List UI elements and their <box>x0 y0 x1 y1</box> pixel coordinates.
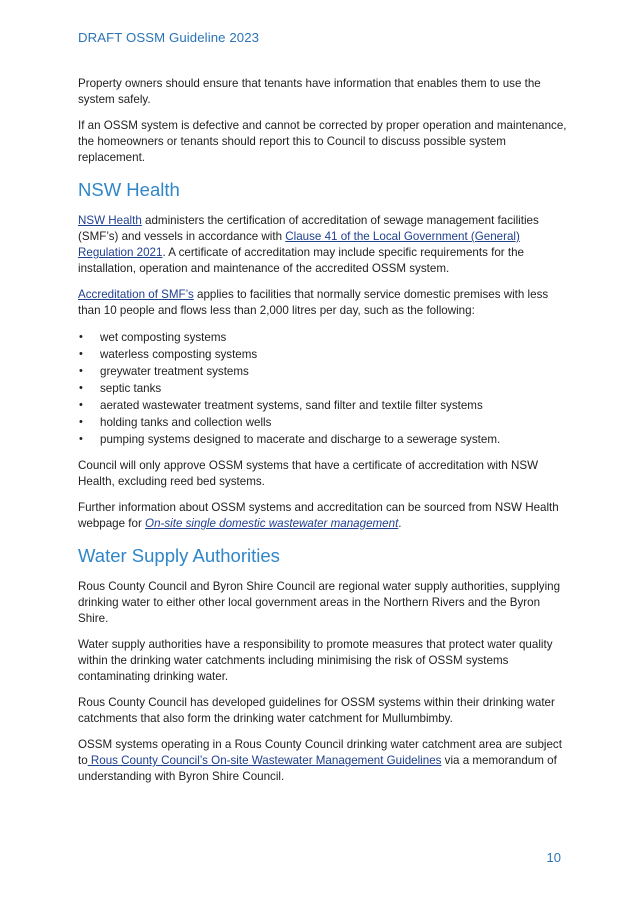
page-number: 10 <box>546 850 561 865</box>
nsw-health-paragraph-3: Council will only approve OSSM systems that have a certificate of accreditation with NSW Health, excluding reed bed systems. <box>78 459 539 488</box>
list-item <box>78 397 568 414</box>
accreditation-smf-link[interactable]: Accreditation of SMF’s <box>78 288 194 301</box>
nsw-health-p1-text-2: . A certificate of accreditation may include specific requirements for the installation, operation and maintenance of the accredited OSSM system. <box>78 246 524 275</box>
bullet-icon: • <box>79 365 83 377</box>
clause-41-regulation-link[interactable]: Clause 41 of the Local Government (General) Regulation 2021 <box>78 230 520 259</box>
onsite-wastewater-link[interactable]: On-site single domestic wastewater management <box>145 517 399 530</box>
list-item <box>78 329 568 346</box>
bullet-icon: • <box>79 348 83 360</box>
page-header: DRAFT OSSM Guideline 2023 <box>78 30 260 45</box>
list-item-text: septic tanks <box>100 382 162 395</box>
bullet-icon: • <box>79 433 83 445</box>
page-content <box>78 76 568 795</box>
list-item-text: aerated wastewater treatment systems, sand filter and textile filter systems <box>100 399 483 412</box>
bullet-icon: • <box>79 382 83 394</box>
bullet-icon: • <box>79 399 83 411</box>
nsw-health-paragraph-2 <box>78 287 568 319</box>
bullet-icon: • <box>79 416 83 428</box>
rous-guidelines-link[interactable]: Rous County Council’s On-site Wastewater Management Guidelines <box>87 754 442 767</box>
water-supply-paragraph-4 <box>78 737 568 785</box>
list-item <box>78 431 568 448</box>
list-item-text: waterless composting systems <box>100 348 258 361</box>
list-item <box>78 414 568 431</box>
water-supply-paragraph-2: Water supply authorities have a responsibility to promote measures that protect water quality within the drinking water catchments including minimising the risk of OSSM systems contaminating drinking water. <box>78 638 553 683</box>
smf-types-list <box>78 329 568 448</box>
bullet-icon: • <box>79 331 83 343</box>
list-item <box>78 363 568 380</box>
list-item-text: wet composting systems <box>100 331 227 344</box>
list-item <box>78 346 568 363</box>
water-supply-heading: Water Supply Authorities <box>78 545 280 566</box>
intro-paragraph-1: Property owners should ensure that tenants have information that enables them to use the system safely. <box>78 77 541 106</box>
nsw-health-heading: NSW Health <box>78 179 180 200</box>
nsw-health-link[interactable]: NSW Health <box>78 214 142 227</box>
nsw-health-p1-text-1: administers the certification of accreditation of sewage management facilities (SMF’s) and vessels in accordance with <box>78 214 539 243</box>
nsw-health-paragraph-4 <box>78 500 568 532</box>
list-item <box>78 380 568 397</box>
water-supply-paragraph-3: Rous County Council has developed guidelines for OSSM systems within their drinking water catchments that also form the drinking water catchment for Mullumbimby. <box>78 696 555 725</box>
list-item-text: holding tanks and collection wells <box>100 416 272 429</box>
water-supply-paragraph-1: Rous County Council and Byron Shire Council are regional water supply authorities, supplying drinking water to either other local government areas in the Northern Rivers and the Byron Shire. <box>78 580 561 625</box>
list-item-text: pumping systems designed to macerate and discharge to a sewerage system. <box>100 433 501 446</box>
water-supply-p4-text: OSSM systems operating in a Rous County Council drinking water catchment area are subject to <box>78 738 562 767</box>
nsw-health-paragraph-1 <box>78 213 568 277</box>
nsw-health-p2-text: applies to facilities that normally service domestic premises with less than 10 people and flows less than 2,000 litres per day, such as the following: <box>78 288 549 317</box>
nsw-health-p4-text: Further information about OSSM systems and accreditation can be sourced from NSW Health webpage for <box>78 501 559 530</box>
water-supply-p4-end: via a memorandum of understanding with Byron Shire Council. <box>78 754 557 783</box>
intro-paragraph-2: If an OSSM system is defective and cannot be corrected by proper operation and maintenance, the homeowners or tenants should report this to Council to discuss possible system replacement. <box>78 119 567 164</box>
list-item-text: greywater treatment systems <box>100 365 249 378</box>
nsw-health-p4-end: . <box>398 517 402 530</box>
